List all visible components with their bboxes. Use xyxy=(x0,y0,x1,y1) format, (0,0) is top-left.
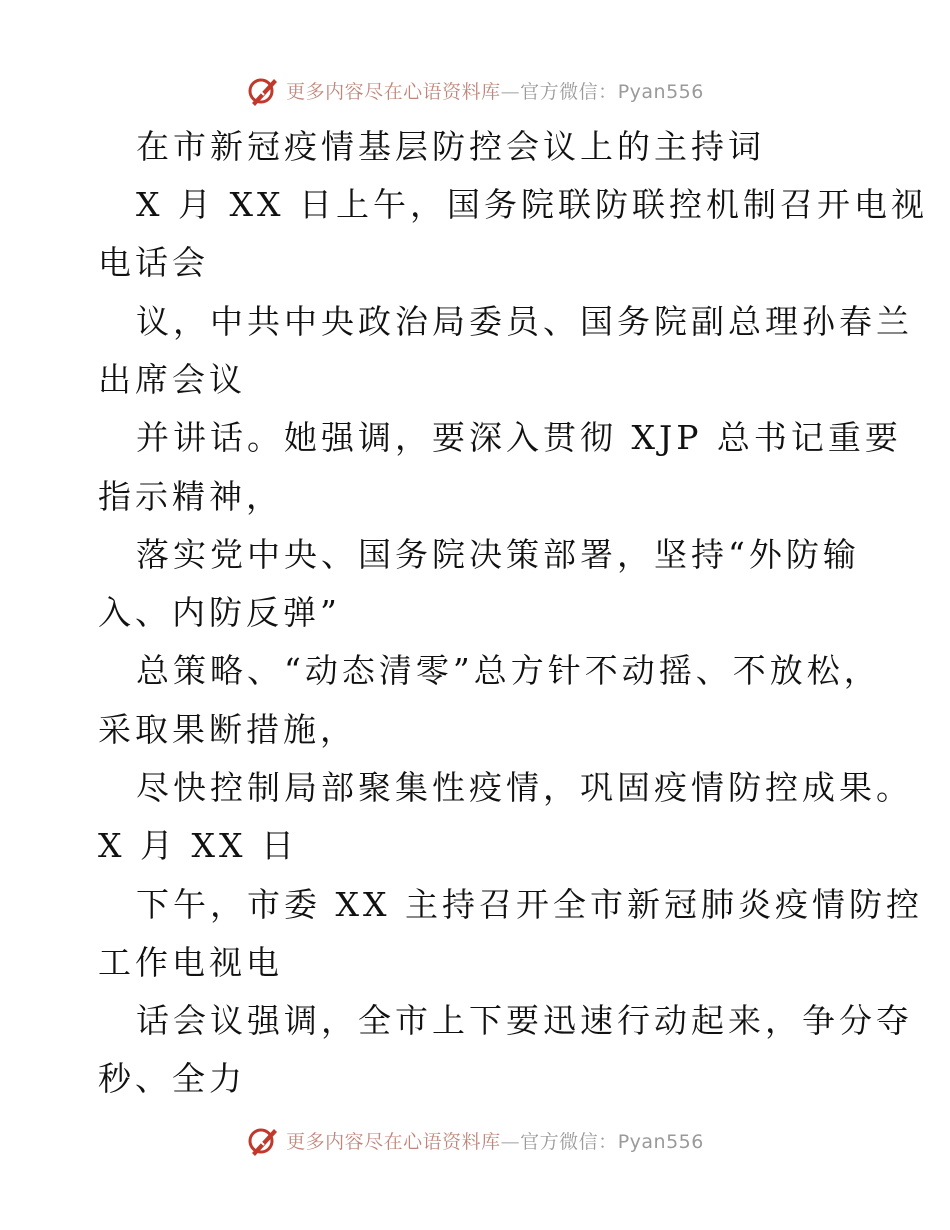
watermark-account: Pyan556 xyxy=(617,1130,704,1153)
paragraph-line: 秒、全力 xyxy=(98,1059,246,1098)
watermark-wechat-label: 官方微信： xyxy=(520,80,618,103)
paragraph-line: 落实党中央、国务院决策部署，坚持“外防输 xyxy=(136,535,860,574)
watermark-dash: — xyxy=(500,80,521,103)
paragraph-line: 议，中共中央政治局委员、国务院副总理孙春兰 xyxy=(136,302,913,341)
watermark-brand: 更多内容尽在心语资料库 xyxy=(286,1130,501,1153)
paragraph-line: 采取果断措施， xyxy=(98,710,357,749)
pen-logo-icon xyxy=(246,73,280,107)
watermark-dash: — xyxy=(500,1130,521,1153)
footer-watermark xyxy=(0,1120,950,1160)
pen-logo-icon xyxy=(246,1123,280,1157)
paragraph-line: X 月 XX 日 xyxy=(98,826,298,865)
paragraph-line: 话会议强调，全市上下要迅速行动起来，争分夺 xyxy=(136,1001,913,1040)
paragraph-line: 工作电视电 xyxy=(98,943,283,982)
paragraph-line: 尽快控制局部聚集性疫情，巩固疫情防控成果。 xyxy=(136,768,913,807)
header-watermark xyxy=(0,70,950,110)
paragraph-line: 总策略、“动态清零”总方针不动摇、不放松， xyxy=(136,651,881,690)
watermark-wechat-label: 官方微信： xyxy=(520,1130,618,1153)
paragraph-line: X 月 XX 日上午，国务院联防联控机制召开电视 xyxy=(136,185,928,224)
watermark-brand: 更多内容尽在心语资料库 xyxy=(286,80,501,103)
paragraph-line: 出席会议 xyxy=(98,360,246,399)
paragraph-line: 电话会 xyxy=(98,243,209,282)
paragraph-line: 并讲话。她强调，要深入贯彻 XJP 总书记重要 xyxy=(136,418,902,457)
paragraph-line: 入、内防反弹” xyxy=(98,593,341,632)
paragraph-line: 指示精神， xyxy=(98,477,283,516)
document-title: 在市新冠疫情基层防控会议上的主持词 xyxy=(136,127,765,166)
paragraph-line: 下午，市委 XX 主持召开全市新冠肺炎疫情防控 xyxy=(136,885,923,924)
watermark-account: Pyan556 xyxy=(617,80,704,103)
